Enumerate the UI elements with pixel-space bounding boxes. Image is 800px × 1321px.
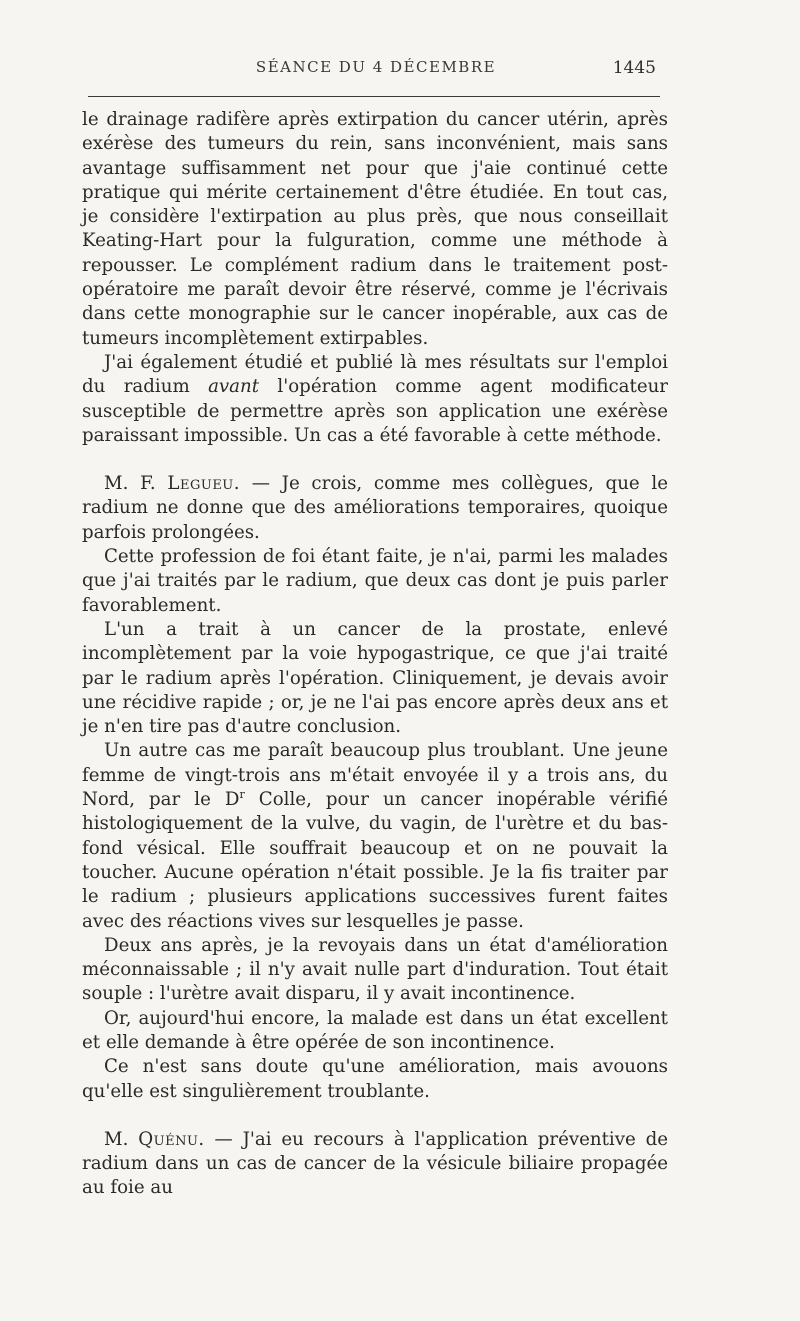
paragraph-continued: le drainage radifère après extirpation du cancer utérin, après exérèse des tumeurs du rein, sans inconvénient, mais sans avantage suffisamment net pour que j'aie continué cette pratique qui mérite certainement d'être étudiée. En tout cas, je considère l'extirpation au plus près, que nous conseillait Keating-Hart pour la fulguration, comme une méthode à repousser. Le complément radium dans le traitement post-opératoire me paraît devoir être réservé, comme je l'écrivais dans cette monographie sur le cancer inopérable, aux cas de tumeurs incomplètement extirpables. bbox=[82, 109, 668, 349]
speaker-name: Legueu. bbox=[167, 473, 241, 495]
text-span: J'ai également étudié et publié là mes résultats sur l'emploi du radium bbox=[82, 351, 668, 398]
speaker-name: Quénu. bbox=[138, 1128, 205, 1150]
speaker-text: — J'ai eu recours à l'application préventive de radium dans un cas de cancer de la vésicule biliaire propagée au foie au bbox=[82, 1128, 668, 1199]
header-rule bbox=[88, 96, 660, 97]
superscript: r bbox=[239, 787, 245, 801]
text-span: Un autre cas me paraît beaucoup plus troublant. Une jeune femme de vingt-trois ans m'était envoyée il y a trois ans, du Nord, par le D bbox=[82, 740, 668, 811]
speaker-paragraph-legueu bbox=[82, 472, 668, 545]
italic-word: avant bbox=[208, 376, 260, 398]
speaker-initial: M. F. bbox=[104, 473, 168, 495]
paragraph: Ce n'est sans doute qu'une amélioration, mais avouons qu'elle est singulièrement troublante. bbox=[82, 1056, 668, 1102]
paragraph-radium-avant bbox=[82, 351, 668, 448]
speaker-initial: M. bbox=[104, 1128, 139, 1150]
paragraph: Cette profession de foi étant faite, je n'ai, parmi les malades que j'ai traités par le radium, que deux cas dont je puis parler favorablement. bbox=[82, 546, 668, 616]
running-title: SÉANCE DU 4 DÉCEMBRE bbox=[255, 58, 497, 76]
running-head bbox=[88, 58, 664, 88]
paragraph: Or, aujourd'hui encore, la malade est dans un état excellent et elle demande à être opérée de son incontinence. bbox=[82, 1007, 668, 1053]
body-text bbox=[82, 108, 668, 1201]
text-span: l'opération comme agent modificateur susceptible de permettre après son application une exérèse paraissant impossible. Un cas a été favorable à cette méthode. bbox=[82, 376, 668, 446]
speaker-paragraph-quenu bbox=[82, 1128, 668, 1201]
paragraph: L'un a trait à un cancer de la prostate, enlevé incomplètement par la voie hypogastrique, ce que j'ai traité par le radium après l'opération. Cliniquement, je devais avoir une récidive rapide ; or, je ne l'ai pas encore après deux ans et je n'en tire pas d'autre conclusion. bbox=[82, 618, 668, 738]
page-number: 1445 bbox=[612, 58, 656, 78]
paragraph: Deux ans après, je la revoyais dans un état d'amélioration méconnaissable ; il n'y avait nulle part d'induration. Tout était souple : l'urètre avait disparu, il y avait incontinence. bbox=[82, 934, 668, 1005]
speaker-text: — Je crois, comme mes collègues, que le radium ne donne que des améliorations temporaires, quoique parfois prolongées. bbox=[82, 473, 668, 543]
text-span: Colle, pour un cancer inopérable vérifié histologiquement de la vulve, du vagin, de l'urètre et du bas-fond vésical. Elle souffrait beaucoup et on ne pouvait la toucher. Aucune opération n'était possible. Je la fis traiter par le radium ; plusieurs applications successives furent faites avec des réactions vives sur lesquelles je passe. bbox=[82, 789, 668, 932]
paragraph-case bbox=[82, 739, 668, 933]
